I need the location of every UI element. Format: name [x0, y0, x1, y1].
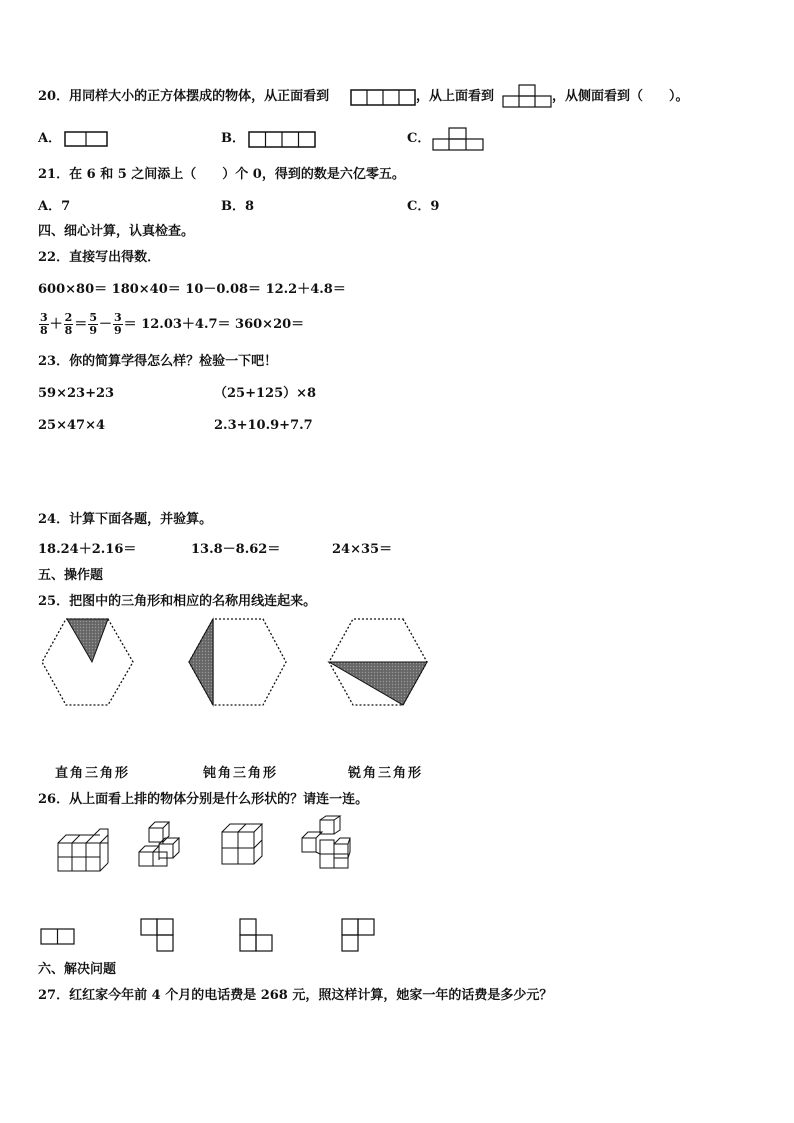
q20-option-c: C．	[407, 131, 431, 146]
q20-line	[38, 89, 329, 105]
section-5-heading: 五、操作题	[38, 568, 104, 583]
q23-item-1: 59×23+23	[38, 386, 115, 401]
label-acute-triangle: 锐角三角形	[348, 766, 424, 781]
triangle-shape-2	[189, 619, 213, 705]
q23-item-2: （25+125）×8	[214, 386, 317, 401]
cube-stack-2	[135, 818, 191, 872]
top-view-3	[239, 918, 275, 954]
q22-row-1: 600×80＝ 180×40＝ 10－0.08＝ 12.2＋4.8＝	[38, 282, 346, 297]
q24-item-2: 13.8－8.62＝	[191, 542, 281, 557]
q21-option-a: A．7	[38, 199, 71, 214]
q22-title: 22．直接写出得数．	[38, 250, 161, 265]
q27-text: 27．红红家今年前 4 个月的电话费是 268 元，照这样计算，她家一年的话费是多少元？	[38, 988, 553, 1003]
hexagon-figure-3	[325, 614, 435, 710]
top-view-1	[40, 928, 76, 946]
hexagon-figure-1	[40, 614, 150, 710]
q21-text: 21．在 6 和 5 之间添上（ ）个 0，得到的数是六亿零五。	[38, 167, 405, 182]
fraction-3-8: $\frac{3}{8}$	[40, 311, 48, 337]
fraction-3-9: $\frac{3}{9}$	[114, 311, 122, 337]
q25-title: 25．把图中的三角形和相应的名称用线连起来。	[38, 594, 317, 609]
q20-text-c: ，从侧面看到（ ）。	[552, 89, 689, 104]
q22-row-2-rest: ＝ 12.03＋4.7＝ 360×20＝	[123, 317, 305, 332]
q23-item-3: 25×47×4	[38, 418, 106, 433]
q22-row-2: $\frac{3}{8}$ ＋ $\frac{2}{8}$ ＝ $\frac{5}{9}$ － $\frac{3}{9}$ ＝ 12.03＋4.7＝ 360×20＝	[40, 311, 305, 337]
fraction-2-8: $\frac{2}{8}$	[64, 311, 73, 337]
q20-option-a-figure	[64, 131, 108, 147]
q20-front-view-figure	[350, 89, 416, 106]
q20-line-c	[552, 89, 689, 105]
q20-option-b-figure	[248, 131, 316, 148]
label-right-triangle: 直角三角形	[55, 766, 131, 781]
q20-text-b: ，从上面看到	[416, 89, 495, 104]
triangle-shape-3	[329, 662, 427, 705]
hexagon-figure-2	[183, 614, 293, 710]
fraction-5-9: $\frac{5}{9}$	[89, 311, 97, 337]
q23-item-4: 2.3+10.9+7.7	[214, 418, 313, 433]
q24-title: 24．计算下面各题，并验算。	[38, 512, 213, 527]
q20-option-c-figure	[432, 127, 484, 151]
q20-line-b	[416, 89, 494, 105]
q20-top-view-figure	[502, 84, 552, 108]
section-6-heading: 六、解决问题	[38, 962, 117, 977]
q21-option-c: C．9	[407, 199, 440, 214]
q20-option-a: A．	[38, 131, 62, 146]
q24-item-3: 24×35＝	[332, 542, 393, 557]
q20-option-b: B．	[221, 131, 245, 146]
cube-stack-3	[218, 820, 272, 872]
section-4-heading: 四、细心计算，认真检查。	[38, 224, 195, 239]
label-obtuse-triangle: 钝角三角形	[203, 766, 279, 781]
cube-stack-1	[54, 826, 114, 872]
top-view-2	[140, 918, 176, 954]
cube-stack-4	[298, 814, 358, 872]
top-view-4	[341, 918, 377, 954]
q23-title: 23．你的简算学得怎么样？检验一下吧！	[38, 354, 278, 369]
q20-text-a: 20．用同样大小的正方体摆成的物体，从正面看到	[38, 89, 330, 104]
q26-title: 26．从上面看上排的物体分别是什么形状的？请连一连。	[38, 792, 369, 807]
q24-item-1: 18.24＋2.16＝	[38, 542, 137, 557]
q21-option-b: B．8	[221, 199, 255, 214]
